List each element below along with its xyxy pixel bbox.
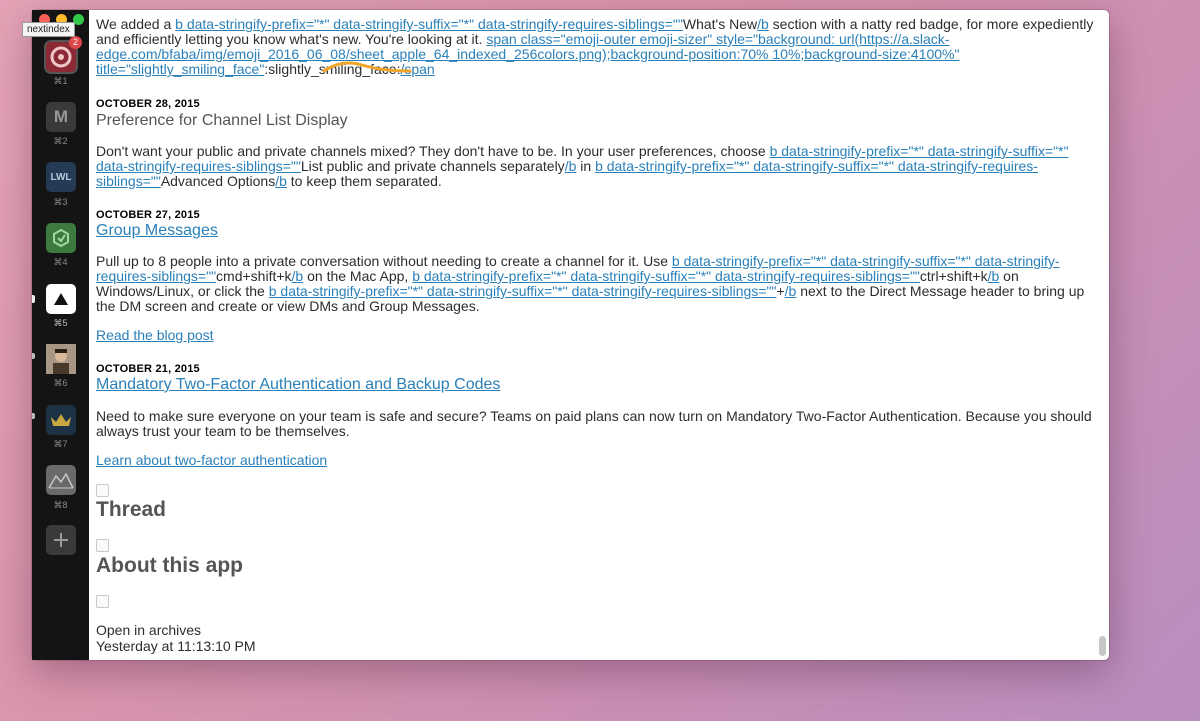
entry-text: Pull up to 8 people into a private conversation without needing to create a channel for it. Use bbox=[96, 253, 672, 269]
team-tooltip: nextindex bbox=[22, 22, 75, 37]
entry-title bbox=[96, 376, 1095, 394]
entry-link[interactable]: /b bbox=[784, 283, 797, 299]
entry-text: in bbox=[576, 158, 596, 174]
entry-link[interactable]: /b bbox=[291, 268, 304, 284]
team-8-shortcut: ⌘8 bbox=[53, 500, 68, 510]
mountain-logo-icon bbox=[48, 470, 74, 490]
intro-link[interactable]: span class="emoji-outer emoji-sizer" style="background: url(https://a.slack-edge.com/bfaba/img/emoji_2016_06_08/sheet_apple_64_indexed_256colors.png);background-position:70% 10%;background-size:4100%" title="slightly_smiling_face" bbox=[96, 31, 960, 77]
read-blog-post-link[interactable]: Read the blog post bbox=[96, 327, 214, 343]
entry-date: OCTOBER 27, 2015 bbox=[96, 209, 200, 221]
entry-link[interactable]: /b bbox=[275, 173, 287, 189]
entry-link[interactable]: /b bbox=[564, 158, 577, 174]
entry-text: cmd+shift+k bbox=[216, 268, 292, 284]
add-team-button[interactable] bbox=[46, 525, 76, 555]
about-checkbox-row bbox=[96, 539, 1095, 552]
unread-marker bbox=[32, 353, 35, 359]
blog-post-row bbox=[96, 328, 1095, 343]
active-team-marker bbox=[32, 295, 35, 303]
thread-checkbox[interactable] bbox=[96, 484, 109, 497]
about-checkbox[interactable] bbox=[96, 539, 109, 552]
entry-text: + bbox=[776, 283, 785, 299]
entry-text: on Windows/Linux, or click the bbox=[96, 268, 1019, 299]
team-logo-icon bbox=[49, 45, 73, 69]
intro-text: What's New bbox=[682, 16, 758, 32]
message-timestamp: Yesterday at 11:13:10 PM bbox=[96, 638, 256, 654]
entry-link[interactable]: b data-stringify-prefix="*" data-stringify-suffix="*" data-stringify-requires-siblings="" bbox=[96, 158, 1038, 189]
entry-title bbox=[96, 222, 1095, 240]
thread-checkbox-row bbox=[96, 484, 1095, 497]
team-8-switcher[interactable] bbox=[46, 465, 76, 495]
team-7-shortcut: ⌘7 bbox=[53, 439, 68, 449]
team-6-shortcut: ⌘6 bbox=[53, 378, 68, 388]
plus-icon bbox=[53, 532, 69, 548]
entry-text: ctrl+shift+k bbox=[919, 268, 988, 284]
team-sidebar bbox=[27, 10, 89, 660]
whats-new-panel bbox=[96, 10, 1095, 660]
team-2-switcher[interactable] bbox=[46, 102, 76, 132]
entry-text: Advanced Options bbox=[160, 173, 276, 189]
letter-m-icon: M bbox=[53, 107, 69, 126]
team-7-switcher[interactable] bbox=[46, 405, 76, 435]
intro-text: We added a bbox=[96, 16, 176, 32]
team-4-shortcut: ⌘4 bbox=[53, 257, 68, 267]
team-1-shortcut: ⌘1 bbox=[53, 76, 68, 86]
team-2-shortcut: ⌘2 bbox=[53, 136, 68, 146]
entry-date: OCTOBER 21, 2015 bbox=[96, 363, 200, 375]
entry-text: next to the Direct Message header to bring up the DM screen and create or view DMs and Group Messages. bbox=[96, 283, 1085, 314]
entry-title-link[interactable]: Group Messages bbox=[96, 222, 218, 239]
intro-paragraph bbox=[96, 17, 1095, 77]
team-5-shortcut: ⌘5 bbox=[53, 318, 68, 328]
entry-link[interactable]: b data-stringify-prefix="*" data-stringify-suffix="*" data-stringify-requires-siblings="" bbox=[268, 283, 777, 299]
app-window bbox=[27, 10, 1109, 660]
entry-date: OCTOBER 28, 2015 bbox=[96, 98, 200, 110]
triangle-logo-icon bbox=[53, 292, 69, 306]
green-hex-logo-icon bbox=[51, 228, 71, 248]
about-heading: About this app bbox=[96, 554, 243, 577]
unread-marker bbox=[32, 413, 35, 419]
intro-link[interactable]: /span bbox=[400, 61, 435, 77]
entry-text: to keep them separated. bbox=[286, 173, 442, 189]
thread-heading: Thread bbox=[96, 498, 167, 521]
open-in-archives[interactable]: Open in archives bbox=[96, 622, 202, 638]
footer-checkbox-row bbox=[96, 595, 1095, 608]
entry-text: Don't want your public and private channels mixed? They don't have to be. In your user preferences, choose bbox=[96, 143, 770, 159]
two-factor-row bbox=[96, 453, 1095, 468]
entry-link[interactable]: b data-stringify-prefix="*" data-stringify-suffix="*" data-stringify-requires-siblings="" bbox=[96, 143, 1069, 174]
team-6-switcher[interactable] bbox=[46, 344, 76, 374]
entry-body: Need to make sure everyone on your team is safe and secure? Teams on paid plans can now turn on Mandatory Two-Factor Authentication. Because you should always trust your team to be themselves. bbox=[96, 408, 1092, 439]
entry-link[interactable]: /b bbox=[987, 268, 1000, 284]
entry-title: Preference for Channel List Display bbox=[96, 112, 348, 129]
entry-body bbox=[96, 144, 1095, 189]
entry-link[interactable]: b data-stringify-prefix="*" data-stringify-suffix="*" data-stringify-requires-siblings="" bbox=[412, 268, 920, 284]
intro-link[interactable]: b data-stringify-prefix="*" data-stringify-suffix="*" data-stringify-requires-siblings="" bbox=[175, 16, 683, 32]
team-5-switcher[interactable] bbox=[46, 284, 76, 314]
entry-text: List public and private channels separately bbox=[300, 158, 565, 174]
learn-two-factor-link[interactable]: Learn about two-factor authentication bbox=[96, 452, 328, 468]
selection-highlight-squiggle bbox=[322, 57, 412, 75]
intro-link[interactable]: /b bbox=[757, 16, 769, 32]
team-3-switcher[interactable] bbox=[46, 162, 76, 192]
footer-checkbox[interactable] bbox=[96, 595, 109, 608]
unread-badge: 2 bbox=[69, 36, 82, 49]
entry-title-link[interactable]: Mandatory Two-Factor Authentication and Backup Codes bbox=[96, 376, 501, 393]
lwl-logo-icon: LWL bbox=[50, 171, 72, 183]
scrollbar-thumb[interactable] bbox=[1099, 636, 1106, 656]
entry-body bbox=[96, 254, 1095, 314]
avatar-photo-icon bbox=[46, 344, 76, 374]
crown-logo-icon bbox=[50, 412, 72, 428]
entry-text: on the Mac App, bbox=[303, 268, 413, 284]
intro-text: section with a natty red badge, for more expediently and efficiently letting you know what's new. You're looking at it. bbox=[96, 16, 1094, 47]
intro-text: :slightly_smiling_face: bbox=[264, 61, 401, 77]
team-4-switcher[interactable] bbox=[46, 223, 76, 253]
team-3-shortcut: ⌘3 bbox=[53, 197, 68, 207]
entry-link[interactable]: b data-stringify-prefix="*" data-stringify-suffix="*" data-stringify-requires-siblings="" bbox=[96, 253, 1060, 284]
